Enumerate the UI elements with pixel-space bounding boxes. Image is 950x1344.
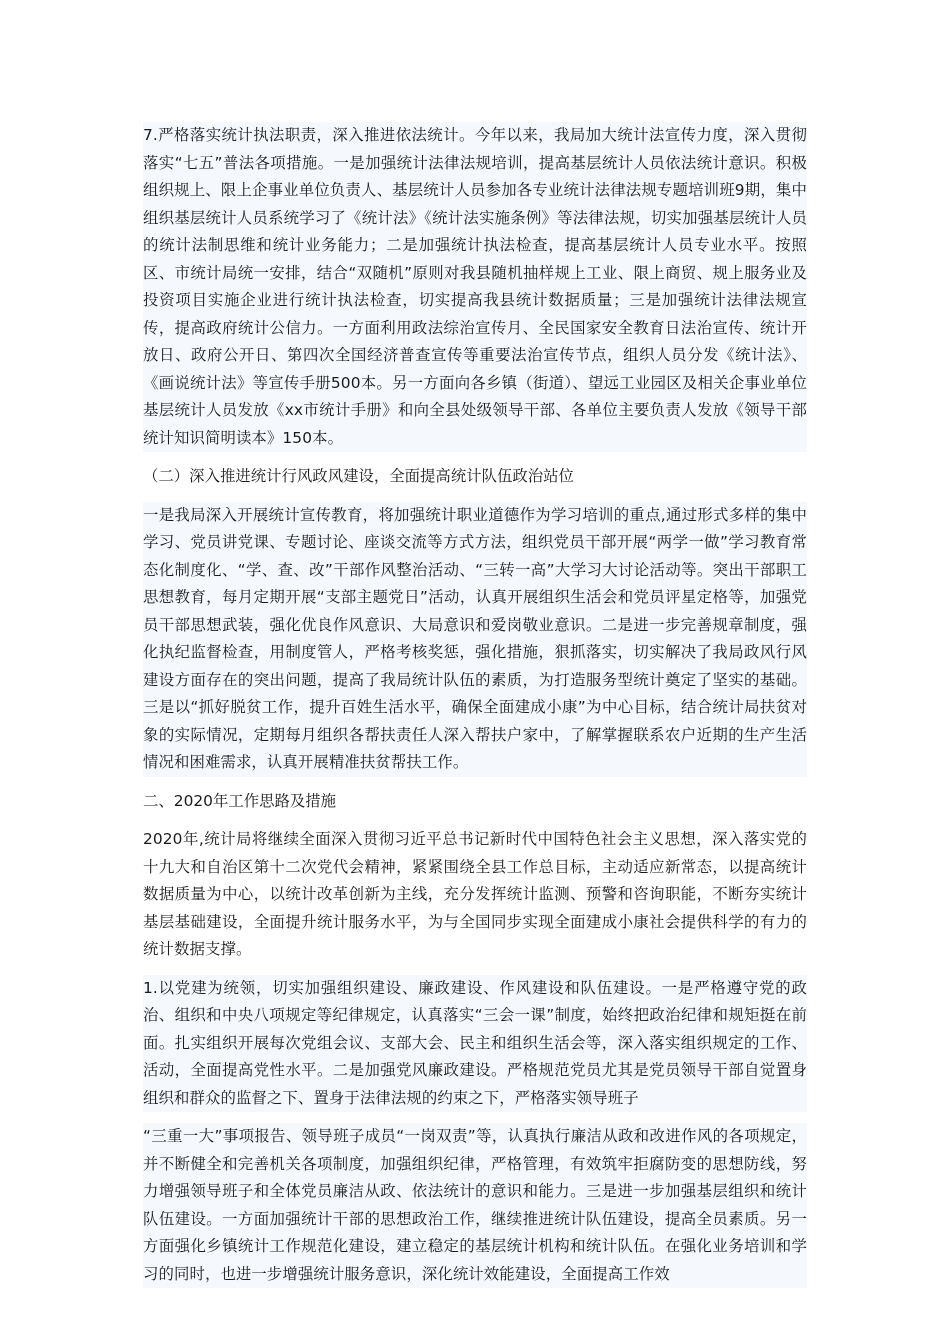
paragraph-party-building: 1.以党建为统领，切实加强组织建设、廉政建设、作风建设和队伍建设。一是严格遵守党的政治、组织和中央八项规定等纪律规定，认真落实“三会一课”制度，始终把政治纪律和规矩挺在前面。扎实组织开展每次党组会议、支部大会、民主和组织生活会等，深入落实组织规定的工作、活动，全面提高党性水平。二是加强党风廉政建设。严格规范党员尤其是党员领导干部自觉置身组织和群众的监督之下、置身于法律法规的约束之下，严格落实领导班子 — [143, 975, 807, 1113]
paragraph-2020-overview: 2020年,统计局将继续全面深入贯彻习近平总书记新时代中国特色社会主义思想，深入落实党的十九大和自治区第十二次党代会精神，紧紧围绕全县工作总目标，主动适应新常态，以提高统计数据质量为中心，以统计改革创新为主线，充分发挥统计监测、预警和咨询职能，不断夯实统计基层基础建设，全面提升统计服务水平，为与全国同步实现全面建成小康社会提供科学的有力的统计数据支撑。 — [143, 830, 807, 958]
paragraph-style-building: 一是我局深入开展统计宣传教育，将加强统计职业道德作为学习培训的重点,通过形式多样的集中学习、党员讲党课、专题讨论、座谈交流等方式方法，组织党员干部开展“两学一做”学习教育常态化制度化、“学、查、改”干部作风整治活动、“三转一高”大学习大讨论活动等。突出干部职工思想教育，每月定期开展“支部主题党日”活动，认真开展组织生活会和党员评星定格等，加强党员干部思想武装，强化优良作风意识、大局意识和爱岗敬业意识。二是进一步完善规章制度，强化执纪监督检查，用制度管人，严格考核奖惩，强化措施，狠抓落实，切实解决了我局政风行风建设方面存在的突出问题，提高了我局统计队伍的素质，为打造服务型统计奠定了坚实的基础。三是以“抓好脱贫工作，提升百姓生活水平，确保全面建成小康”为中心目标，结合统计局扶贫对象的实际情况，定期每月组织各帮扶责任人深入帮扶户家中，了解掌握联系农户近期的生产生活情况和困难需求，认真开展精准扶贫帮扶工作。 — [143, 502, 807, 777]
section-heading-style-building: （二）深入推进统计行风政风建设，全面提高统计队伍政治站位 — [143, 467, 574, 485]
paragraph-party-building-continued: “三重一大”事项报告、领导班子成员“一岗双责”等，认真执行廉洁从政和改进作风的各项规定，并不断健全和完善机关各项制度，加强组织纪律，严格管理，有效筑牢拒腐防变的思想防线，努力增强领导班子和全体党员廉洁从政、依法统计的意识和能力。三是进一步加强基层组织和统计队伍建设。一方面加强统计干部的思想政治工作，继续推进统计队伍建设，提高全员素质。另一方面强化乡镇统计工作规范化建设，建立稳定的基层统计机构和统计队伍。在强化业务培训和学习的同时，也进一步增强统计服务意识，深化统计效能建设，全面提高工作效 — [143, 1123, 807, 1288]
paragraph-statistical-law-enforcement: 7.严格落实统计执法职责，深入推进依法统计。今年以来，我局加大统计法宣传力度，深入贯彻落实“七五”普法各项措施。一是加强统计法律法规培训，提高基层统计人员依法统计意识。积极组织规上、限上企事业单位负责人、基层统计人员参加各专业统计法律法规专题培训班9期，集中组织基层统计人员系统学习了《统计法》《统计法实施条例》等法律法规，切实加强基层统计人员的统计法制思维和统计业务能力；二是加强统计执法检查，提高基层统计人员专业水平。按照区、市统计局统一安排，结合“双随机”原则对我县随机抽样规上工业、限上商贸、规上服务业及投资项目实施企业进行统计执法检查，切实提高我县统计数据质量；三是加强统计法律法规宣传，提高政府统计公信力。一方面利用政法综治宣传月、全民国家安全教育日法治宣传、统计开放日、政府公开日、第四次全国经济普查宣传等重要法治宣传节点，组织人员分发《统计法》、《画说统计法》等宣传手册500本。另一方面向各乡镇（街道）、望远工业园区及相关企事业单位基层统计人员发放《xx市统计手册》和向全县处级领导干部、各单位主要负责人发放《领导干部统计知识简明读本》150本。 — [143, 122, 807, 452]
section-heading-2020-plan: 二、2020年工作思路及措施 — [143, 791, 337, 810]
document-body — [143, 122, 807, 1299]
